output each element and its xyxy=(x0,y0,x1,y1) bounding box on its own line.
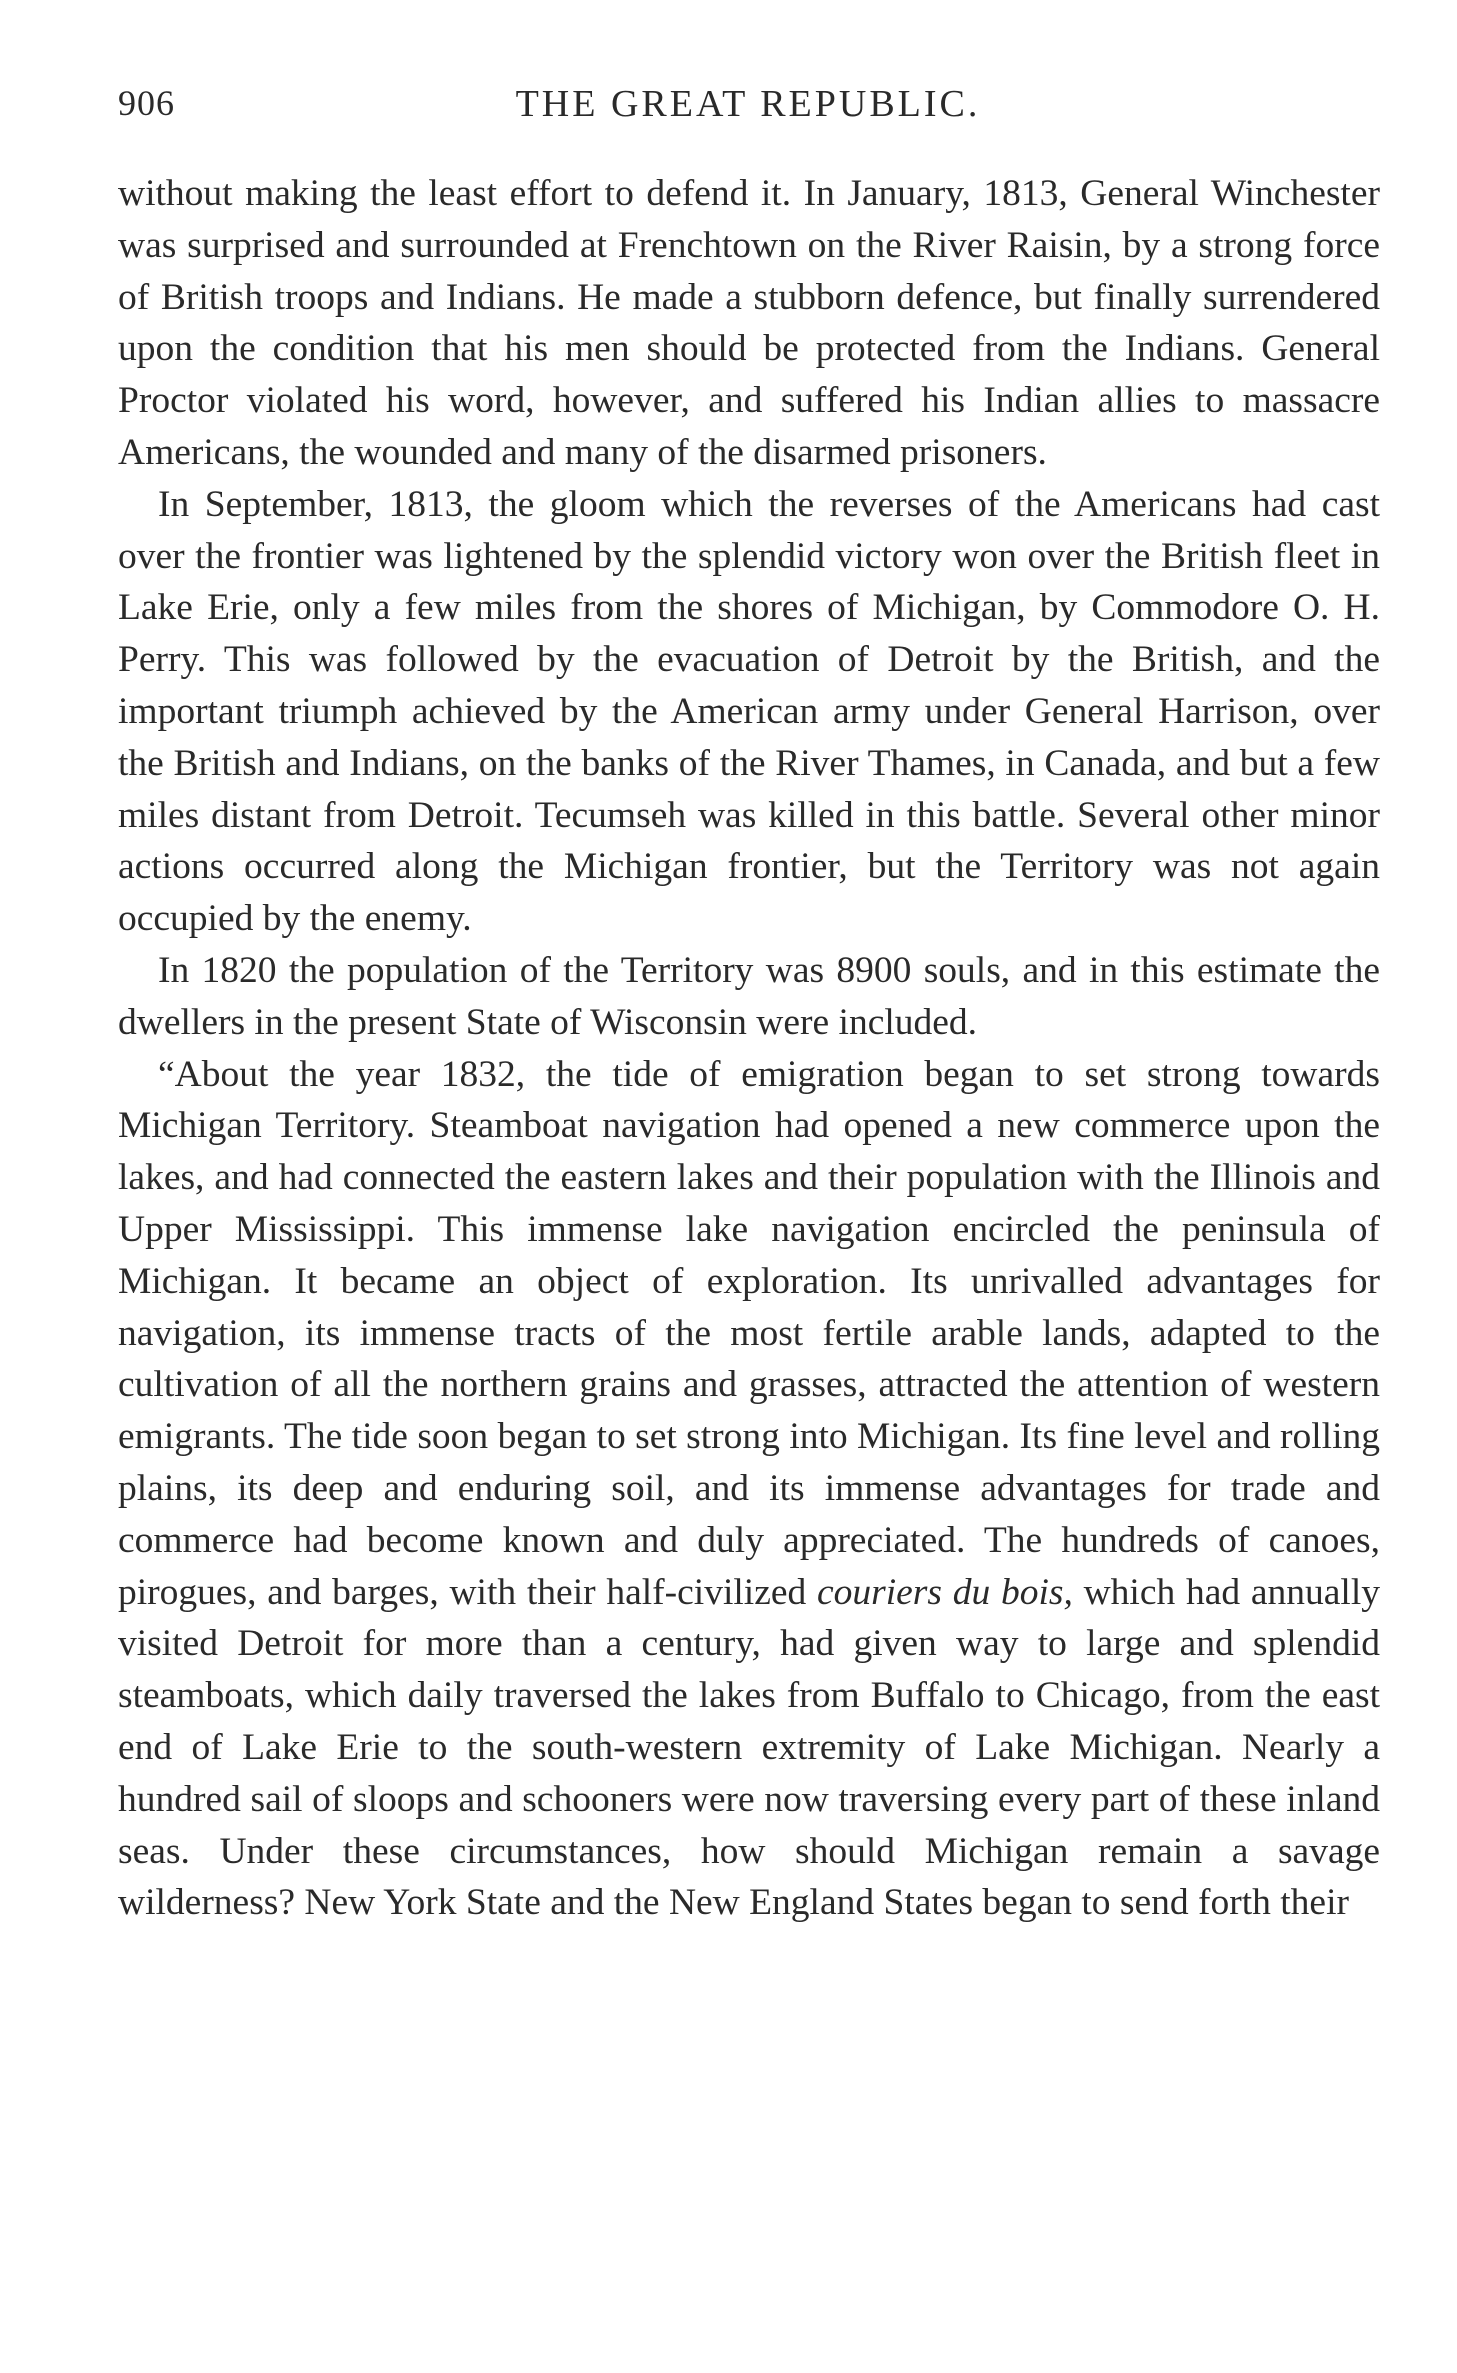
paragraph-1: without making the least effort to defend it. In January, 1813, General Winchester was surprised and surrounded at Frenchtown on the River Raisin, by a strong force of British troops and Indians. He made a stubborn defence, but finally surrendered upon the condition that his men should be protected from the Indians. General Proctor violated his word, however, and suffered his Indian allies to massacre Americans, the wounded and many of the disarmed prisoners. xyxy=(118,173,1380,473)
page-header xyxy=(118,82,1378,142)
paragraph-4-italic-phrase: couriers du bois, xyxy=(816,1571,1073,1613)
paragraph-4-text-end: which had annually visited Detroit for more than a century, had given way to large and splendid steamboats, which daily traversed the lakes from Buffalo to Chicago, from the east end of Lake Erie to the south-western extremity of Lake Michigan. Nearly a hundred sail of sloops and schooners were now traversing every part of these inland seas. Under these circumstances, how should Michigan remain a savage wilderness? New York State and the New England States began to send forth their xyxy=(118,1571,1381,1924)
paragraph-2: In September, 1813, the gloom which the reverses of the Americans had cast over the frontier was lightened by the splendid victory won over the British fleet in Lake Erie, only a few miles from the shores of Michigan, by Commodore O. H. Perry. This was followed by the evacuation of Detroit by the British, and the important triumph achieved by the American army under General Harrison, over the British and Indians, on the banks of the River Thames, in Canada, and but a few miles distant from Detroit. Tecumseh was killed in this battle. Several other minor actions occurred along the Michigan frontier, but the Territory was not again occupied by the enemy. xyxy=(118,483,1380,940)
paragraph-4-text-start: “About the year 1832, the tide of emigration began to set strong towards Michigan Territory. Steamboat navigation had opened a new commerce upon the lakes, and had connected the eastern lakes and their population with the Illinois and Upper Mississippi. This immense lake navigation encircled the peninsula of Michigan. It became an object of exploration. Its unrivalled advantages for navigation, its immense tracts of the most fertile arable lands, adapted to the cultivation of all the northern grains and grasses, attracted the attention of western emigrants. The tide soon began to set strong into Michigan. Its fine level and rolling plains, its deep and enduring soil, and its immense advantages for trade and commerce had become known and duly appreciated. The hundreds of canoes, pirogues, and barges, with their half-civilized xyxy=(118,1053,1380,1613)
running-head: THE GREAT REPUBLIC. xyxy=(515,83,981,125)
paragraph-3: In 1820 the population of the Territory was 8900 souls, and in this estimate the dwellers in the present State of Wisconsin were included. xyxy=(118,949,1380,1043)
paragraph-4 xyxy=(118,1049,1380,1930)
page-number: 906 xyxy=(118,83,175,123)
body-text xyxy=(118,168,1380,1929)
